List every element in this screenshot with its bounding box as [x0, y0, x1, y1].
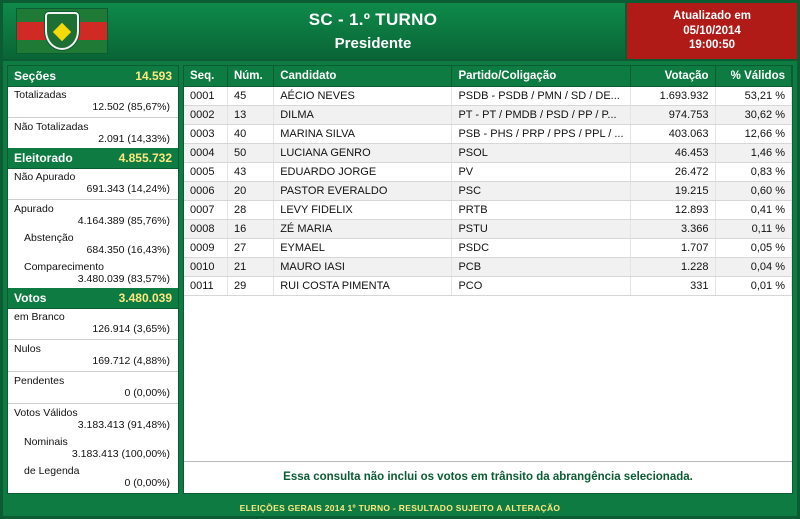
cell-candidate: EDUARDO JORGE [274, 163, 452, 182]
cell-valid-percent: 0,05 % [715, 239, 791, 258]
table-row[interactable] [184, 220, 792, 239]
cell-seq: 0006 [184, 182, 227, 201]
section-title: Votos [14, 291, 47, 305]
last-updated-badge [625, 3, 797, 59]
cell-party: PCO [452, 277, 630, 296]
cell-valid-percent: 0,04 % [715, 258, 791, 277]
summary-row-value: 3.480.039 (83,57%) [77, 273, 170, 285]
table-row[interactable] [184, 144, 792, 163]
cell-votes: 1.693.932 [630, 87, 715, 106]
cell-votes: 26.472 [630, 163, 715, 182]
updated-date: 05/10/2014 [683, 24, 741, 37]
cell-num: 43 [227, 163, 273, 182]
cell-candidate: LUCIANA GENRO [274, 144, 452, 163]
cell-valid-percent: 30,62 % [715, 106, 791, 125]
summary-row-label: Votos Válidos [14, 407, 78, 419]
section-value: 4.855.732 [118, 151, 172, 165]
section-title: Seções [14, 69, 57, 83]
footer-bar: ELEIÇÕES GERAIS 2014 1º TURNO - RESULTADO SUJEITO A ALTERAÇÃO [239, 503, 561, 513]
column-header-votes[interactable]: Votação [630, 66, 715, 87]
summary-section-header-eleitorado [8, 148, 178, 169]
cell-valid-percent: 0,83 % [715, 163, 791, 182]
cell-party: PV [452, 163, 630, 182]
summary-row-label: de Legenda [24, 465, 80, 477]
column-header-valid-percent[interactable]: % Válidos [715, 66, 791, 87]
cell-num: 16 [227, 220, 273, 239]
table-empty-space [184, 296, 792, 461]
results-table-head [184, 66, 792, 87]
cell-seq: 0009 [184, 239, 227, 258]
summary-row-value: 4.164.389 (85,76%) [77, 215, 170, 227]
summary-row-label: Pendentes [14, 375, 65, 387]
cell-votes: 331 [630, 277, 715, 296]
cell-candidate: PASTOR EVERALDO [274, 182, 452, 201]
divider [8, 371, 178, 372]
table-row[interactable] [184, 163, 792, 182]
divider [8, 403, 178, 404]
cell-seq: 0007 [184, 201, 227, 220]
cell-valid-percent: 53,21 % [715, 87, 791, 106]
cell-valid-percent: 0,60 % [715, 182, 791, 201]
cell-num: 45 [227, 87, 273, 106]
cell-votes: 974.753 [630, 106, 715, 125]
divider [8, 199, 178, 200]
summary-row-label: Totalizadas [14, 89, 67, 101]
cell-seq: 0002 [184, 106, 227, 125]
cell-party: PSOL [452, 144, 630, 163]
cell-valid-percent: 1,46 % [715, 144, 791, 163]
section-value: 14.593 [135, 69, 172, 83]
cell-candidate: EYMAEL [274, 239, 452, 258]
main-body [3, 61, 797, 498]
summary-row-value: 0 (0,00%) [124, 387, 170, 399]
cell-candidate: RUI COSTA PIMENTA [274, 277, 452, 296]
divider [8, 339, 178, 340]
cell-candidate: LEVY FIDELIX [274, 201, 452, 220]
app-header [3, 3, 797, 61]
cell-candidate: AÉCIO NEVES [274, 87, 452, 106]
cell-votes: 46.453 [630, 144, 715, 163]
cell-valid-percent: 12,66 % [715, 125, 791, 144]
cell-party: PRTB [452, 201, 630, 220]
cell-votes: 3.366 [630, 220, 715, 239]
cell-party: PSDC [452, 239, 630, 258]
title-sub: Presidente [334, 35, 412, 52]
summary-row-value: 691.343 (14,24%) [86, 183, 170, 195]
results-table [184, 66, 792, 296]
updated-time: 19:00:50 [688, 39, 736, 52]
cell-votes: 19.215 [630, 182, 715, 201]
summary-row-label: Não Totalizadas [14, 121, 89, 133]
summary-row-label: Comparecimento [24, 261, 104, 273]
table-row[interactable] [184, 277, 792, 296]
column-header-seq[interactable]: Seq. [184, 66, 227, 87]
table-row[interactable] [184, 258, 792, 277]
cell-num: 40 [227, 125, 273, 144]
cell-party: PSC [452, 182, 630, 201]
summary-section-header-secoes [8, 66, 178, 87]
summary-row-value: 3.183.413 (91,48%) [77, 419, 170, 431]
table-row[interactable] [184, 182, 792, 201]
cell-seq: 0011 [184, 277, 227, 296]
cell-seq: 0004 [184, 144, 227, 163]
summary-row-value: 0 (0,00%) [124, 477, 170, 489]
cell-votes: 12.893 [630, 201, 715, 220]
table-row[interactable] [184, 87, 792, 106]
cell-party: PCB [452, 258, 630, 277]
summary-row-value: 2.091 (14,33%) [98, 133, 170, 145]
column-header-party[interactable]: Partido/Coligação [452, 66, 630, 87]
section-title: Eleitorado [14, 151, 73, 165]
cell-num: 27 [227, 239, 273, 258]
table-row[interactable] [184, 239, 792, 258]
results-panel [183, 65, 793, 494]
cell-num: 29 [227, 277, 273, 296]
column-header-num[interactable]: Núm. [227, 66, 273, 87]
table-row[interactable] [184, 201, 792, 220]
summary-row-label: Abstenção [24, 232, 74, 244]
cell-seq: 0003 [184, 125, 227, 144]
results-table-body [184, 87, 792, 296]
summary-sidebar [7, 65, 179, 494]
summary-row-label: em Branco [14, 311, 65, 323]
title-main: SC - 1.º TURNO [308, 10, 438, 29]
cell-party: PT - PT / PMDB / PSD / PP / P... [452, 106, 630, 125]
divider [8, 117, 178, 118]
section-value: 3.480.039 [118, 291, 172, 305]
table-row[interactable] [184, 106, 792, 125]
cell-seq: 0001 [184, 87, 227, 106]
cell-valid-percent: 0,01 % [715, 277, 791, 296]
cell-num: 21 [227, 258, 273, 277]
summary-section-header-votos [8, 288, 178, 309]
cell-valid-percent: 0,41 % [715, 201, 791, 220]
summary-row-label: Nominais [24, 436, 68, 448]
cell-votes: 1.228 [630, 258, 715, 277]
table-row[interactable] [184, 125, 792, 144]
cell-valid-percent: 0,11 % [715, 220, 791, 239]
summary-row-label: Apurado [14, 203, 54, 215]
page-title [121, 3, 625, 59]
cell-votes: 1.707 [630, 239, 715, 258]
summary-row-value: 169.712 (4,88%) [92, 355, 170, 367]
cell-num: 13 [227, 106, 273, 125]
column-header-candidate[interactable]: Candidato [274, 66, 452, 87]
summary-row-value: 684.350 (16,43%) [86, 244, 170, 256]
summary-row-value: 3.183.413 (100,00%) [71, 448, 170, 460]
summary-row-label: Não Apurado [14, 171, 76, 183]
cell-seq: 0008 [184, 220, 227, 239]
santa-catarina-flag-icon [16, 8, 108, 54]
cell-candidate: MAURO IASI [274, 258, 452, 277]
cell-seq: 0005 [184, 163, 227, 182]
results-note: Essa consulta não inclui os votos em trânsito da abrangência selecionada. [184, 461, 792, 493]
flag-container [3, 3, 121, 59]
cell-candidate: DILMA [274, 106, 452, 125]
cell-votes: 403.063 [630, 125, 715, 144]
table-header-row [184, 66, 792, 87]
summary-row-label: Nulos [14, 343, 41, 355]
cell-party: PSTU [452, 220, 630, 239]
cell-num: 50 [227, 144, 273, 163]
cell-seq: 0010 [184, 258, 227, 277]
summary-row-value: 12.502 (85,67%) [92, 101, 170, 113]
cell-party: PSB - PHS / PRP / PPS / PPL / ... [452, 125, 630, 144]
cell-party: PSDB - PSDB / PMN / SD / DE... [452, 87, 630, 106]
cell-num: 20 [227, 182, 273, 201]
summary-row-value: 126.914 (3,65%) [92, 323, 170, 335]
cell-candidate: ZÉ MARIA [274, 220, 452, 239]
updated-label: Atualizado em [673, 10, 751, 23]
cell-num: 28 [227, 201, 273, 220]
cell-candidate: MARINA SILVA [274, 125, 452, 144]
